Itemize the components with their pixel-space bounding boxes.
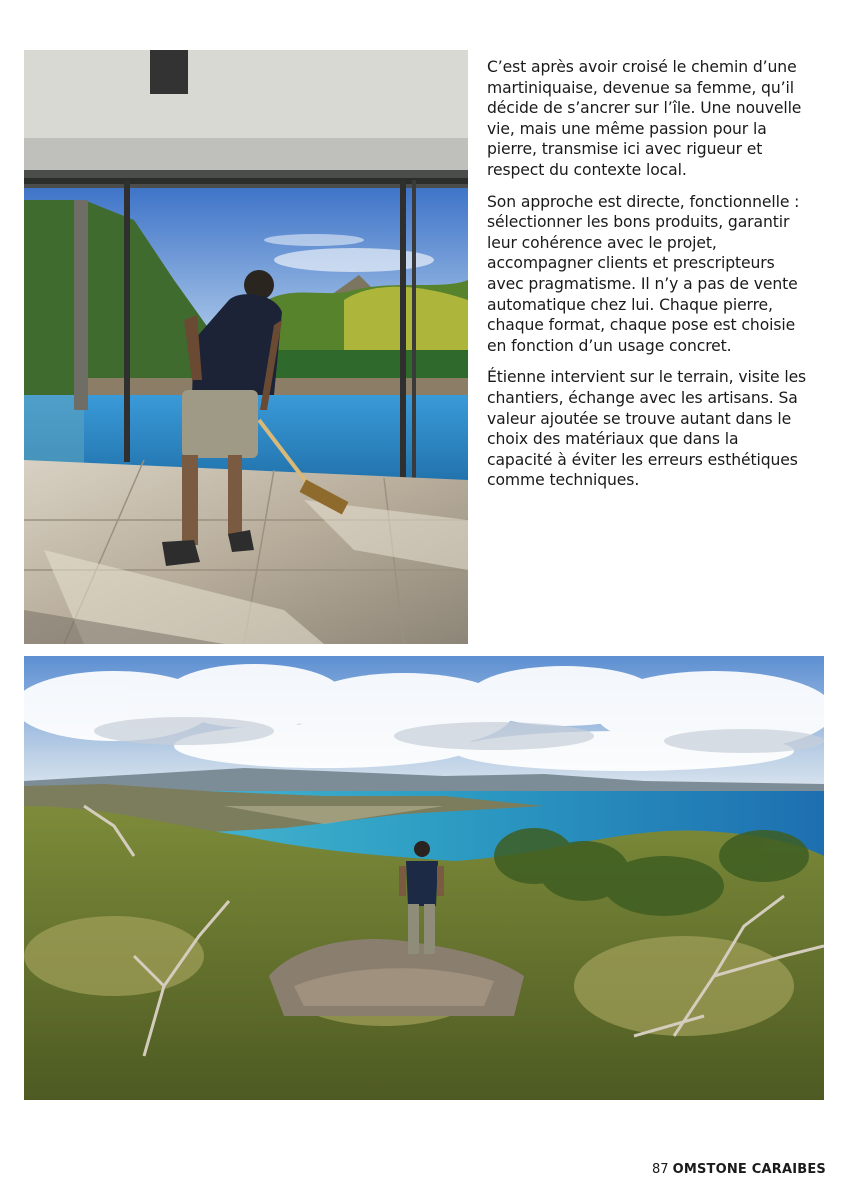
paragraph-1: C’est après avoir croisé le chemin d’une martiniquaise, devenue sa femme, qu’il décide de s’ancrer sur l’île. Une nouvelle vie, mais une même passion pour la pierre, transmise ici avec rigueur et respect du contexte local.: [487, 58, 802, 179]
magazine-name: OMSTONE CARAIBES: [672, 1162, 826, 1177]
article-text: [487, 57, 807, 502]
page-number: 87: [652, 1162, 669, 1177]
paragraph-3: Étienne intervient sur le terrain, visite les chantiers, échange avec les artisans. Sa valeur ajoutée se trouve autant dans le choix des matériaux que dans la capacité à éviter les erreurs esthétiques comme techniques.: [487, 368, 807, 490]
paragraph-2: Son approche est directe, fonctionnelle : sélectionner les bons produits, garantir leur cohérence avec le projet, accompagner clients et prescripteurs avec pragmatisme. Il n’y a pas de vente automatique chez lui. Chaque pierre, chaque format, chaque pose est choisie en fonction d’un usage concret.: [487, 192, 800, 355]
page-footer: [652, 1161, 826, 1179]
terrace-photo-illustration: [24, 50, 468, 644]
photo-hilltop-panorama: [24, 656, 824, 1100]
panorama-photo-illustration: [24, 656, 824, 1100]
photo-terrace-sweeping: [24, 50, 468, 644]
